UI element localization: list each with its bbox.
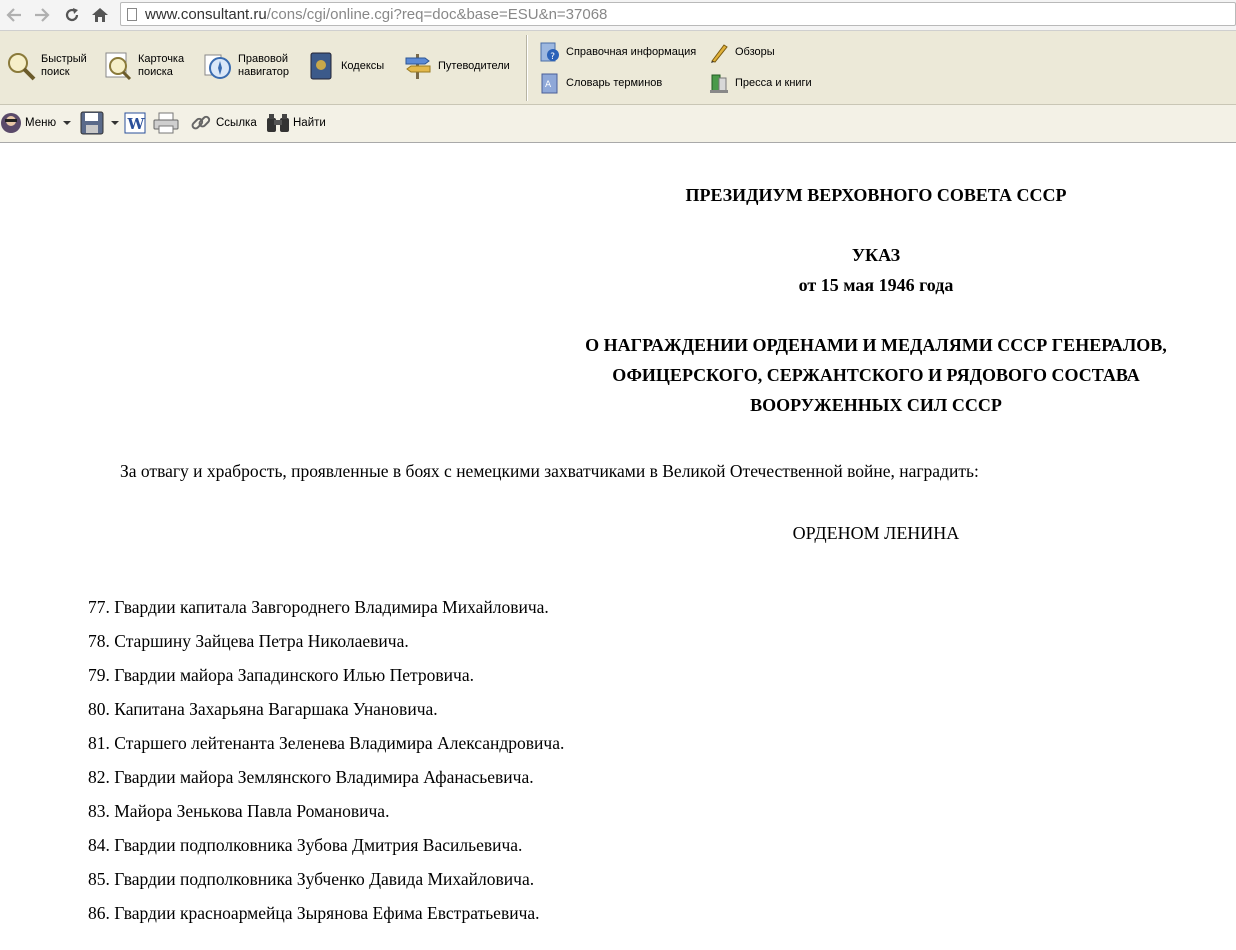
guides-label: Путеводители: [438, 59, 510, 72]
url-path: /cons/cgi/online.cgi?req=doc&base=ESU&n=37068: [266, 6, 608, 23]
search-card-label-2: поиска: [138, 66, 173, 78]
reference-info-label: Справочная информация: [566, 46, 697, 58]
chain-link-icon: [190, 112, 212, 134]
dictionary-icon: [539, 72, 561, 94]
find-button[interactable]: [266, 111, 326, 135]
list-item: 85. Гвардии подполковника Зубченко Давида Михайловича.: [88, 869, 535, 889]
legal-navigator-button[interactable]: [203, 51, 289, 81]
list-item: 78. Старшину Зайцева Петра Николаевича.: [88, 631, 409, 651]
list-item: 79. Гвардии майора Западинского Илью Петровича.: [88, 665, 474, 685]
issuing-authority: ПРЕЗИДИУМ ВЕРХОВНОГО СОВЕТА СССР: [685, 185, 1067, 205]
quick-search-button[interactable]: [6, 51, 87, 81]
word-icon: [124, 112, 146, 134]
document-date: от 15 мая 1946 года: [798, 275, 954, 295]
print-button[interactable]: [153, 111, 179, 135]
list-item: 80. Капитана Захарьяна Вагаршака Унановича.: [88, 699, 438, 719]
reviews-label: Обзоры: [735, 46, 775, 58]
menu-button[interactable]: [0, 111, 72, 135]
binoculars-icon: [266, 112, 290, 134]
page-icon: [127, 8, 137, 21]
pen-icon: [708, 41, 730, 63]
book-icon: [306, 51, 336, 81]
reviews-button[interactable]: [708, 41, 775, 63]
document-title-line-1: О НАГРАЖДЕНИИ ОРДЕНАМИ И МЕДАЛЯМИ СССР ГЕНЕРАЛОВ,: [585, 335, 1167, 355]
list-item: 83. Майора Зенькова Павла Романовича.: [88, 801, 390, 821]
home-button[interactable]: [89, 4, 111, 26]
arrow-left-icon: [6, 8, 22, 22]
quick-search-label-1: Быстрый: [41, 53, 87, 65]
list-item: 77. Гвардии капитала Завгороднего Владимира Михайловича.: [88, 597, 549, 617]
home-icon: [91, 7, 109, 23]
signpost-icon: [403, 51, 433, 81]
menu-label: Меню: [25, 117, 57, 129]
reload-icon: [64, 7, 80, 23]
help-book-icon: [539, 41, 561, 63]
quick-search-label-2: поиск: [41, 66, 70, 78]
save-button[interactable]: [80, 111, 120, 135]
navigator-icon: [203, 51, 233, 81]
press-books-label: Пресса и книги: [735, 77, 812, 89]
list-item: 81. Старшего лейтенанта Зеленева Владимира Александровича.: [88, 733, 565, 753]
svg-text:?: ?: [550, 52, 556, 62]
list-item: 84. Гвардии подполковника Зубова Дмитрия Васильевича.: [88, 835, 523, 855]
svg-text:W: W: [127, 115, 145, 133]
document-title-line-3: ВООРУЖЕННЫХ СИЛ СССР: [750, 395, 1002, 415]
dictionary-label: Словарь терминов: [566, 77, 663, 89]
consultant-toolbar: [0, 31, 1236, 105]
avatar-icon: [0, 112, 22, 134]
navigator-label-1: Правовой: [238, 53, 288, 65]
document-title-line-2: ОФИЦЕРСКОГО, СЕРЖАНТСКОГО И РЯДОВОГО СОСТАВА: [612, 365, 1140, 385]
reference-info-button[interactable]: [539, 41, 696, 63]
link-button[interactable]: [190, 111, 257, 135]
guides-button[interactable]: [403, 51, 510, 81]
address-bar[interactable]: [120, 2, 1236, 26]
document-type: УКАЗ: [851, 245, 901, 265]
export-word-button[interactable]: [124, 111, 146, 135]
forward-button[interactable]: [31, 4, 53, 26]
reload-button[interactable]: [61, 4, 83, 26]
printer-icon: [153, 112, 179, 134]
arrow-right-icon: [34, 8, 50, 22]
preamble: За отвагу и храбрость, проявленные в боях с немецкими захватчиками в Великой Отечественной войне, наградить:: [120, 461, 979, 481]
list-item: 86. Гвардии красноармейца Зырянова Ефима Евстратьевича.: [88, 903, 540, 923]
section-heading: ОРДЕНОМ ЛЕНИНА: [792, 523, 960, 543]
document-toolbar: [0, 105, 1236, 143]
link-label: Ссылка: [216, 117, 257, 129]
dictionary-button[interactable]: [539, 72, 662, 94]
codes-label: Кодексы: [341, 59, 385, 72]
books-icon: [708, 72, 730, 94]
svg-text:A: A: [545, 80, 552, 90]
url-host: www.consultant.ru: [145, 6, 267, 23]
search-card-button[interactable]: [103, 51, 184, 81]
toolbar-separator: [526, 35, 527, 101]
search-card-icon: [103, 51, 133, 81]
chevron-down-icon: [110, 119, 120, 127]
browser-toolbar: [0, 0, 1236, 31]
press-books-button[interactable]: [708, 72, 812, 94]
list-item: 82. Гвардии майора Землянского Владимира Афанасьевича.: [88, 767, 534, 787]
magnifier-icon: [6, 51, 36, 81]
floppy-disk-icon: [80, 111, 104, 135]
document-content: [0, 143, 1236, 950]
find-label: Найти: [293, 117, 326, 129]
navigator-label-2: навигатор: [238, 66, 289, 78]
search-card-label-1: Карточка: [138, 53, 185, 65]
codes-button[interactable]: [306, 51, 384, 81]
url-text: [145, 6, 607, 23]
chevron-down-icon: [62, 119, 72, 127]
back-button[interactable]: [3, 4, 25, 26]
